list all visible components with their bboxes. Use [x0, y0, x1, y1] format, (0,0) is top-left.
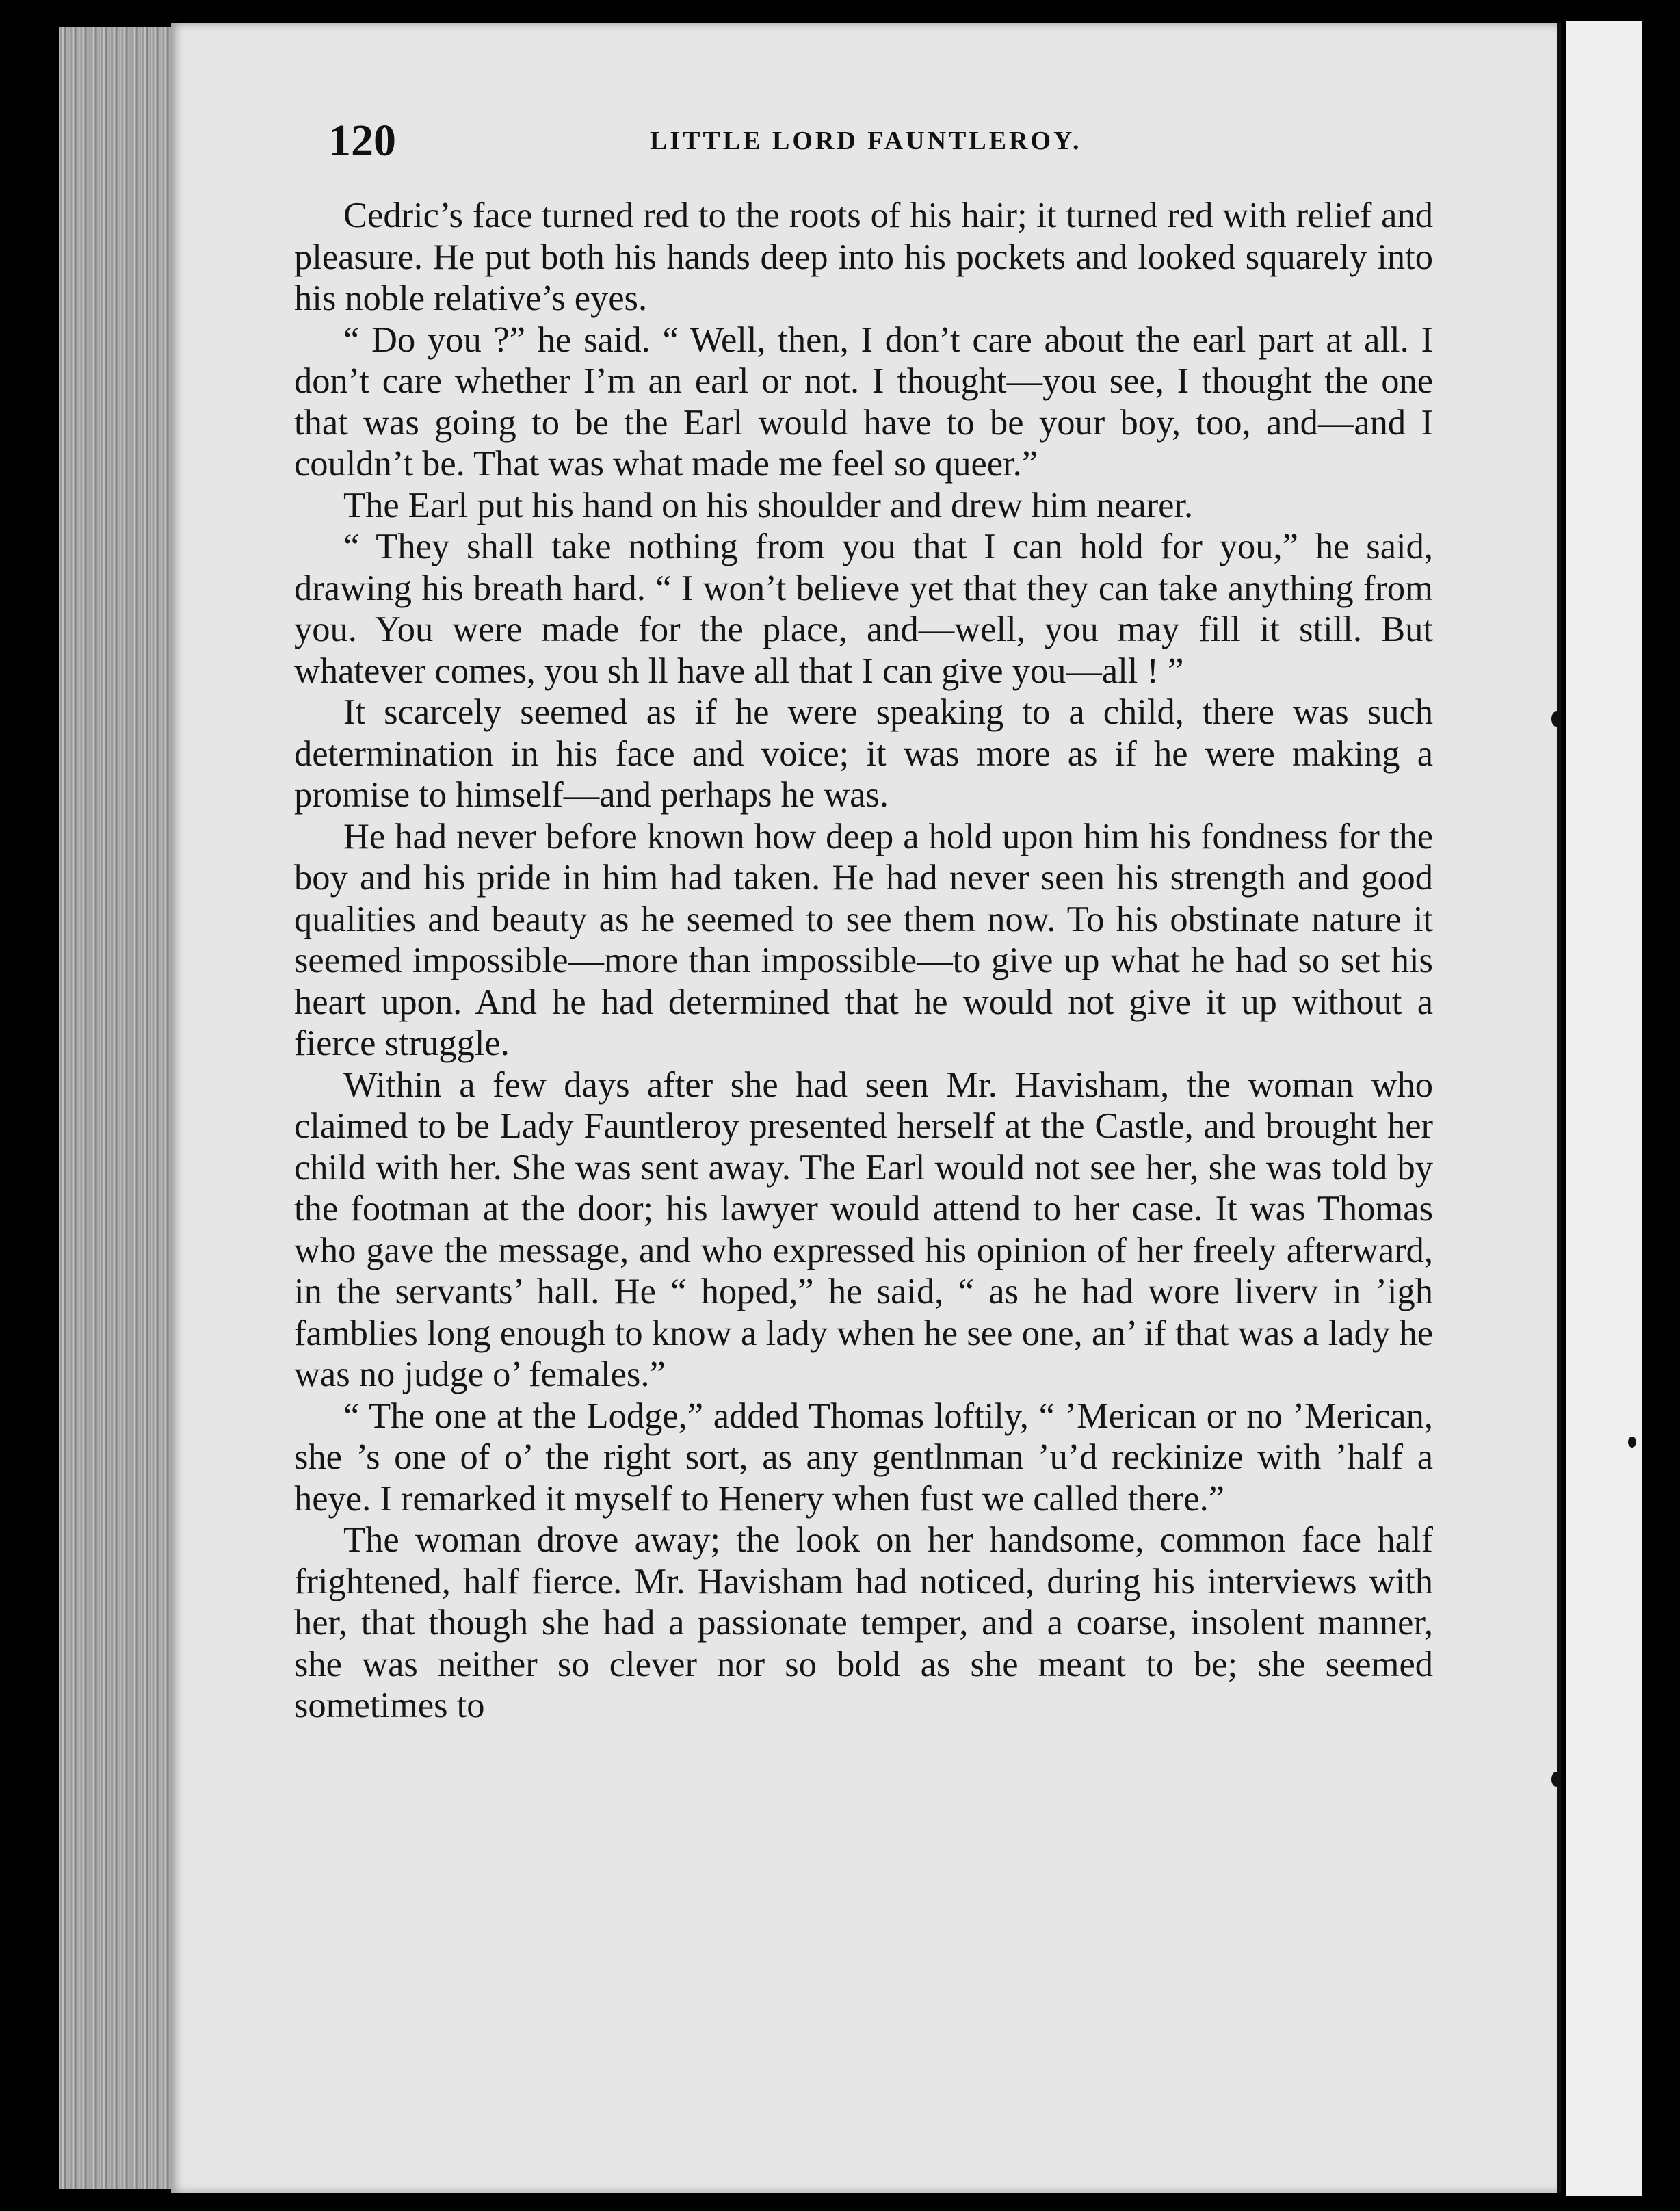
page-edge-stack	[59, 27, 182, 2189]
ink-speck	[1628, 1437, 1636, 1448]
paragraph: He had never before known how deep a hold upon him his fondness for the boy and his pride in him had taken. He had never seen his strength and good qualities and beauty as he seemed to see them now. To his obstinate nature it seemed impossible—more than impossible—to give up what he had so set his heart upon. And he had determined that he would not give it up without a fierce struggle.	[294, 816, 1433, 1063]
paragraph: Within a few days after she had seen Mr. Havisham, the woman who claimed to be Lady Fauntleroy presented herself at the Castle, and brought her child with her. She was sent away. The Earl would not see her, she was told by the footman at the door; his lawyer would attend to her case. It was Thomas who gave the message, and who expressed his opinion of her freely afterward, in the servants’ hall. He “ hoped,” he said, “ as he had wore liverv in ’igh famblies long enough to know a lady when he see one, an’ if that was a lady he was no judge o’ females.”	[294, 1064, 1433, 1394]
paragraph: The Earl put his hand on his shoulder and drew him nearer.	[343, 485, 1194, 525]
book-title: LITTLE LORD FAUNTLEROY.	[650, 127, 1082, 155]
page-number: 120	[328, 116, 396, 166]
facing-page-sliver	[1566, 21, 1642, 2196]
paragraph: The woman drove away; the look on her handsome, common face half frightened, half fierce. Mr. Havisham had noticed, during his interviews with her, that though she had a passionate temper, and a coarse, insolent manner, she was neither so clever nor so bold as she meant to be; she seemed sometimes to	[294, 1520, 1433, 1725]
running-head	[328, 115, 1457, 170]
paragraph: Cedric’s face turned red to the roots of his hair; it turned red with relief and pleasure. He put both his hands deep into his pockets and looked squarely into his noble relative’s eyes.	[294, 196, 1433, 318]
ink-speck	[1551, 711, 1561, 727]
gutter-rule	[1557, 23, 1561, 2193]
paragraph: “ They shall take nothing from you that I can hold for you,” he said, drawing his breath hard. “ I won’t believe yet that they can take anything from you. You were made for the place, and—well, you may fill it still. But whatever comes, you sh ll have all that I can give you—all ! ”	[294, 527, 1433, 691]
paragraph: “ The one at the Lodge,” added Thomas loftily, “ ’Merican or no ’Merican, she ’s one of o’ the right sort, as any gentlnman ’u’d reckinize with ’half a heye. I remarked it myself to Henery when fust we called there.”	[294, 1396, 1433, 1519]
paragraph: It scarcely seemed as if he were speaking to a child, there was such determination in his face and voice; it was more as if he were making a promise to himself—and perhaps he was.	[294, 692, 1433, 815]
ink-speck	[1551, 1772, 1561, 1787]
paragraph: “ Do you ?” he said. “ Well, then, I don’t care about the earl part at all. I don’t care whether I’m an earl or not. I thought—you see, I thought the one that was going to be the Earl would have to be your boy, too, and—and I couldn’t be. That was what made me feel so queer.”	[294, 319, 1433, 484]
body-text	[294, 195, 1433, 1727]
